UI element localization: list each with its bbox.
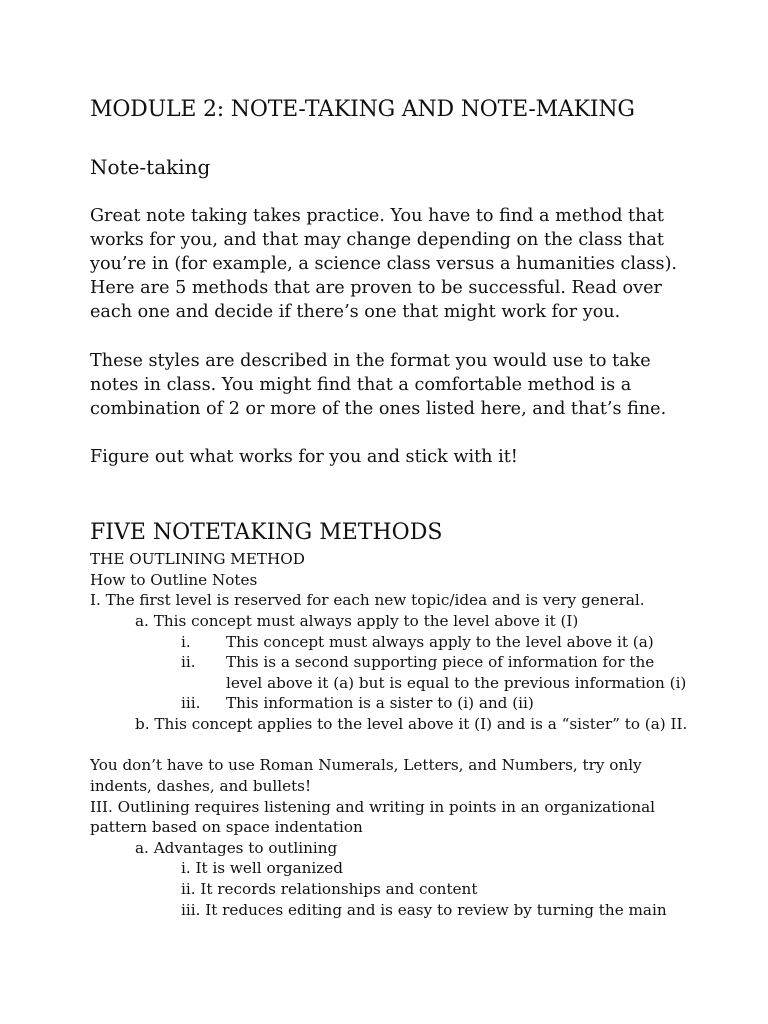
outline-level-III: III. Outlining requires listening and writing in points in an organizational: [90, 798, 656, 816]
closing-paragraph: [90, 445, 690, 469]
advantage-item: i. It is well organized: [181, 859, 343, 877]
paragraph-line: you’re in (for example, a science class versus a humanities class).: [90, 254, 678, 274]
outline-sub-number: ii.: [181, 653, 196, 671]
outline-sub-text: This information is a sister to (i) and (ii): [226, 694, 534, 712]
paragraph-line: combination of 2 or more of the ones listed here, and that’s fine.: [90, 399, 667, 419]
outline-sub-text: level above it (a) but is equal to the previous information (i): [226, 674, 687, 692]
styles-paragraph: [90, 349, 690, 421]
paragraph-line: These styles are described in the format you would use to take: [90, 351, 651, 371]
outline-sub-text: This is a second supporting piece of information for the: [226, 653, 655, 671]
paragraph-line: works for you, and that may change depending on the class that: [90, 230, 664, 250]
how-to-heading: How to Outline Notes: [90, 571, 258, 589]
intro-paragraph: [90, 204, 690, 324]
outline-level-I: I. The first level is reserved for each new topic/idea and is very general.: [90, 591, 645, 609]
outline-sub-number: iii.: [181, 694, 201, 712]
note-taking-subtitle: Note-taking: [90, 155, 211, 179]
advantage-item: iii. It reduces editing and is easy to review by turning the main: [181, 901, 667, 919]
paragraph-line: Here are 5 methods that are proven to be successful. Read over: [90, 278, 662, 298]
outline-level-III: pattern based on space indentation: [90, 818, 363, 836]
advantages-heading: a. Advantages to outlining: [135, 839, 338, 857]
method-name: THE OUTLINING METHOD: [90, 550, 305, 568]
paragraph-line: Figure out what works for you and stick with it!: [90, 447, 518, 467]
paragraph-line: notes in class. You might find that a comfortable method is a: [90, 375, 632, 395]
advantage-item: ii. It records relationships and content: [181, 880, 478, 898]
section-heading: FIVE NOTETAKING METHODS: [90, 520, 443, 545]
paragraph-line: Great note taking takes practice. You have to find a method that: [90, 206, 665, 226]
paragraph-line: each one and decide if there’s one that might work for you.: [90, 302, 621, 322]
module-title: MODULE 2: NOTE-TAKING AND NOTE-MAKING: [90, 97, 635, 122]
note-line: You don’t have to use Roman Numerals, Letters, and Numbers, try only: [90, 756, 642, 774]
outline-sub-number: i.: [181, 633, 191, 651]
note-line: indents, dashes, and bullets!: [90, 777, 312, 795]
outline-level-a: a. This concept must always apply to the level above it (I): [135, 612, 579, 630]
outline-sub-text: This concept must always apply to the level above it (a): [226, 633, 654, 651]
outline-level-b: b. This concept applies to the level above it (I) and is a “sister” to (a) II.: [135, 715, 688, 733]
